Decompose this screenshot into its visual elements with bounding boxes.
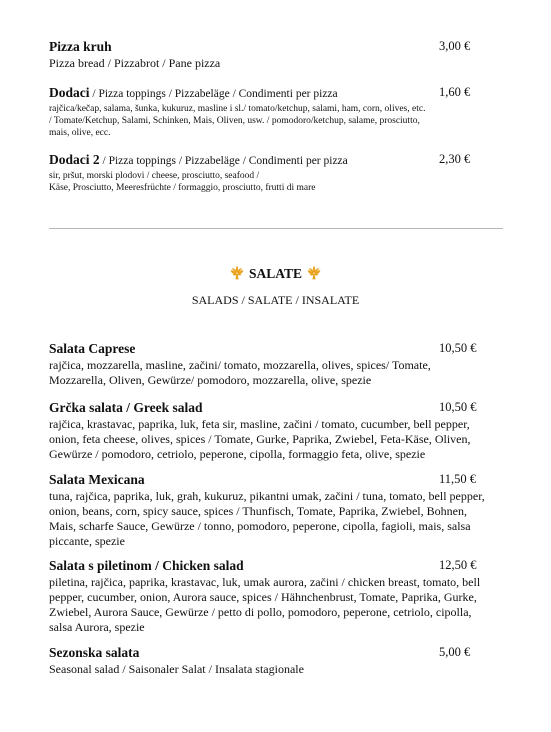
fleur-de-lis-icon [229,265,245,281]
menu-item-seasonal-salad [49,644,514,677]
item-name: Dodaci 2 [49,152,100,167]
item-description-line: Käse, Prosciutto, Meeresfrüchte / formaggio, prosciutto, frutti di mare [49,183,316,193]
section-subtitle: SALADS / SALATE / INSALATE [191,293,360,307]
item-description-line: pepper, cucumber, onion, Aurora sauce, spices / Hähnchenbrust, Tomate, Paprika, Gurke, [49,590,477,604]
item-price: 2,30 € [439,152,471,166]
menu-item-pizza-bread [49,38,514,71]
item-price: 10,50 € [439,341,477,355]
item-price: 10,50 € [439,400,477,414]
menu-item-greek-salad [49,399,514,462]
section-title [0,265,551,283]
item-name: Pizza kruh [49,39,112,54]
item-description-line: Seasonal salad / Saisonaler Salat / Insalata stagionale [49,662,304,676]
item-price: 5,00 € [439,645,471,659]
menu-item-chicken-salad [49,557,514,635]
item-description-line: mais, olive, ecc. [49,128,111,138]
item-name: Salata Caprese [49,341,136,356]
item-name: Salata s piletinom / Chicken salad [49,558,244,573]
item-name: Dodaci [49,85,90,100]
section-title-text: SALATE [248,266,303,281]
item-description-line: Gewürze / pomodoro, cetriolo, peperone, cipolla, formaggio feta, olive, spezie [49,447,426,461]
item-description-line: tuna, rajčica, paprika, luk, grah, kukuruz, pikantni umak, začini / tuna, tomato, bell pepper, [49,489,485,503]
item-description-line: rajčica, mozzarella, masline, začini/ tomato, mozzarella, olives, spices/ Tomate, [49,358,431,372]
item-subtitle: / Pizza toppings / Pizzabeläge / Condimenti per pizza [89,88,338,100]
menu-item-salata-mexicana [49,471,514,549]
item-subtitle: / Pizza toppings / Pizzabeläge / Condimenti per pizza [99,155,348,167]
item-description: Pizza bread / Pizzabrot / Pane pizza [49,56,221,70]
item-description-line: Zwiebel, Aurora Sauce, Gewürze / petto di pollo, pomodoro, peperone, cetriolo, cipolla, [49,605,472,619]
item-name: Salata Mexicana [49,472,145,487]
item-description-line: rajčica, krastavac, paprika, luk, feta sir, masline, začini / tomato, cucumber, bell pepper, [49,417,470,431]
item-name: Sezonska salata [49,645,140,660]
item-description-line: piletina, rajčica, paprika, krastavac, luk, umak aurora, začini / chicken breast, tomato, bell [49,575,481,589]
item-description-line: Mais, scharfe Sauce, Gewürze / tonno, pomodoro, peperone, cipolla, fagioli, mais, salsa [49,519,471,533]
item-description-line: sir, pršut, morski plodovi / cheese, prosciutto, seafood / [49,171,260,181]
fleur-de-lis-icon [306,265,322,281]
menu-item-salata-caprese [49,340,514,388]
item-description-line: onion, beans, corn, spicy sauce, spices / Thunfisch, Tomate, Paprika, Zwiebel, Bohnen, [49,504,467,518]
item-price: 1,60 € [439,85,471,99]
item-description-line: Mozzarella, Oliven, Gewürze/ pomodoro, mozzarella, olive, spezie [49,373,372,387]
item-description-line: rajčica/kečap, salama, šunka, kukuruz, masline i sl./ tomato/ketchup, salami, ham, corn, olives, etc. [49,104,426,114]
item-price: 11,50 € [439,472,477,486]
item-name: Grčka salata / Greek salad [49,400,203,415]
menu-item-toppings [49,84,514,139]
item-description-line: salsa Aurora, spezie [49,620,145,634]
item-description-line: / Tomate/Ketchup, Salami, Schinken, Mais, Oliven, usw. / pomodoro/ketchup, salame, prosciutto, [49,116,420,126]
item-description-line: piccante, spezie [49,534,125,548]
item-price: 12,50 € [439,558,477,572]
item-price: 3,00 € [439,39,471,53]
menu-item-toppings-2 [49,151,514,194]
item-description-line: onion, feta cheese, olives, spices / Tomate, Gurke, Paprika, Zwiebel, Feta-Käse, Oliven, [49,432,471,446]
section-divider [49,228,503,229]
